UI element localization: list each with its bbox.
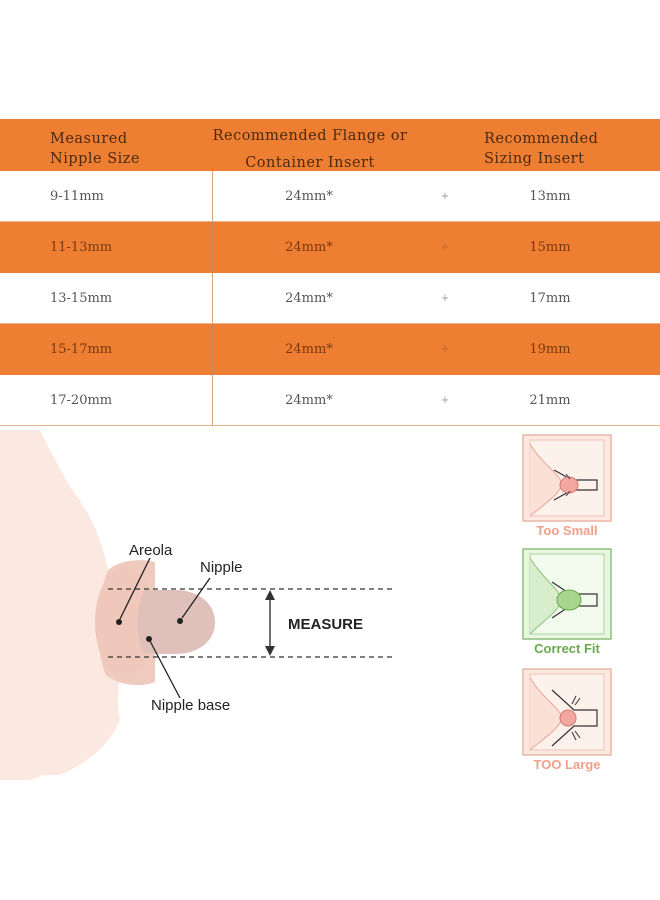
nipple-measurement-diagram — [0, 430, 500, 780]
breast-illustration — [0, 430, 500, 780]
header-recommended-sizing-insert: Recommended Sizing Insert — [484, 131, 599, 167]
nipple-size-cell: 17-20mm — [50, 393, 113, 408]
flange-cell: 24mm* — [285, 240, 333, 255]
measure-label: MEASURE — [288, 616, 364, 633]
insert-cell: 21mm — [529, 393, 571, 408]
insert-cell: 13mm — [529, 189, 571, 204]
table-row — [0, 273, 660, 324]
fit-panel-too-large — [522, 668, 612, 772]
fit-panel-correct-fit — [522, 548, 612, 656]
flange-cell: 24mm* — [285, 393, 333, 408]
correct-fit-label: Correct Fit — [534, 641, 600, 656]
nipple-size-cell: 11-13mm — [50, 240, 113, 255]
flange-cell: 24mm* — [285, 189, 333, 204]
insert-cell: 19mm — [529, 342, 571, 357]
nipple-base-label: Nipple base — [151, 697, 231, 714]
plus-sign: + — [440, 344, 450, 355]
flange-cell: 24mm* — [285, 291, 333, 306]
nipple-shape — [138, 590, 216, 654]
insert-cell: 15mm — [529, 240, 571, 255]
sizing-table — [0, 119, 660, 426]
table-row — [0, 324, 660, 375]
nipple-label: Nipple — [200, 559, 243, 576]
table-row — [0, 171, 660, 222]
too-large-label: TOO Large — [533, 757, 601, 772]
table-row — [0, 375, 660, 426]
fit-panel-too-small — [522, 434, 612, 538]
insert-cell: 17mm — [529, 291, 571, 306]
too-small-label: Too Small — [536, 523, 598, 538]
header-measured-nipple-size: Measured Nipple Size — [50, 131, 141, 167]
correct-fit-icon — [522, 548, 612, 640]
too-large-icon — [522, 668, 612, 756]
flange-cell: 24mm* — [285, 342, 333, 357]
areola-label: Areola — [129, 542, 173, 559]
nipple-size-cell: 15-17mm — [50, 342, 113, 357]
too-small-icon — [522, 434, 612, 522]
plus-sign: + — [440, 395, 450, 406]
table-header — [0, 119, 660, 171]
plus-sign: + — [440, 293, 450, 304]
nipple-size-cell: 13-15mm — [50, 291, 113, 306]
nipple-size-cell: 9-11mm — [50, 189, 104, 204]
plus-sign: + — [440, 242, 450, 253]
table-row — [0, 222, 660, 273]
header-recommended-flange: Recommended Flange or Container Insert — [212, 128, 408, 171]
plus-sign: + — [440, 191, 450, 202]
